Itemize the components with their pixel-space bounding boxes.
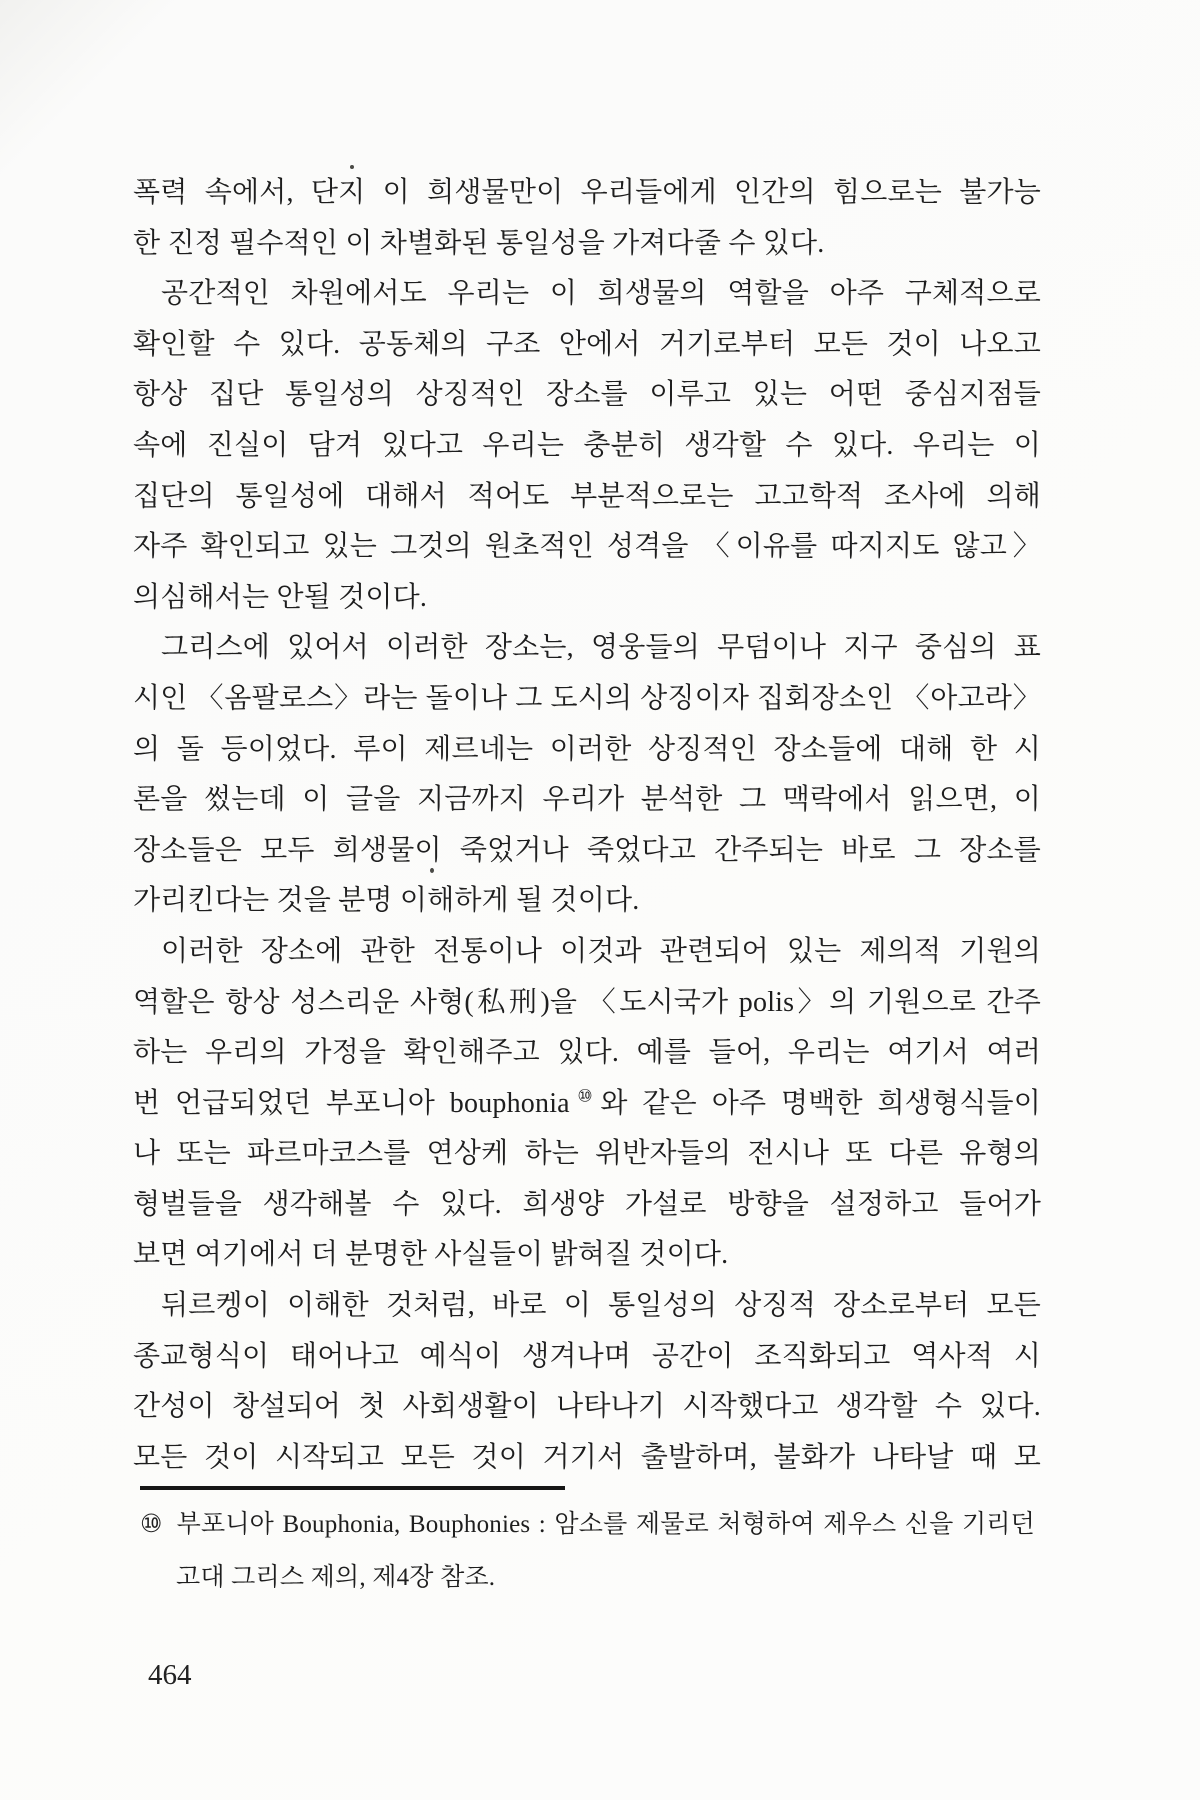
text-line: 간성이 창설되어 첫 사회생활이 나타나기 시작했다고 생각할 수 있다.	[133, 1391, 1041, 1423]
page-number: 464	[148, 1659, 192, 1691]
text-line: 속에 진실이 담겨 있다고 우리는 충분히 생각할 수 있다. 우리는 이	[133, 429, 1041, 461]
footnote-line: 고대 그리스 제의, 제4장 참조.	[176, 1564, 496, 1591]
text-line: 이러한 장소에 관한 전통이나 이것과 관련되어 있는 제의적 기원의	[161, 935, 1041, 967]
text-line: 시인 〈옴팔로스〉라는 돌이나 그 도시의 상징이자 집회장소인 〈아고라〉	[133, 682, 1041, 714]
text-segment: 번 언급되었던 부포니아 bouphonia	[133, 1087, 570, 1119]
text-line: 자주 확인되고 있는 그것의 원초적인 성격을 〈이유를 따지지도 않고〉	[133, 531, 1041, 563]
text-line: 확인할 수 있다. 공동체의 구조 안에서 거기로부터 모든 것이 나오고	[133, 328, 1041, 360]
footnote-marker: ⑩	[140, 1511, 165, 1538]
text-line: 폭력 속에서, 단지 이 희생물만이 우리들에게 인간의 힘으로는 불가능	[133, 177, 1041, 208]
text-line: 역할은 항상 성스리운 사형(私刑)을 〈도시국가 polis〉의 기원으로 간주	[133, 986, 1041, 1018]
text-line: 나 또는 파르마코스를 연상케 하는 위반자들의 전시나 또 다른 유형의	[133, 1138, 1041, 1170]
text-line: 론을 썼는데 이 글을 지금까지 우리가 분석한 그 맥락에서 읽으면, 이	[133, 784, 1041, 816]
text-line: 보면 여기에서 더 분명한 사실들이 밝혀질 것이다.	[133, 1239, 729, 1271]
text-line: 한 진정 필수적인 이 차별화된 통일성을 가져다줄 수 있다.	[133, 227, 825, 259]
footnote	[140, 1498, 1035, 1604]
text-line: 공간적인 차원에서도 우리는 이 희생물의 역할을 아주 구체적으로	[161, 278, 1041, 310]
text-segment: 와 같은 아주 명백한 희생형식들이	[600, 1087, 1041, 1119]
text-line: 그리스에 있어서 이러한 장소는, 영웅들의 무덤이나 지구 중심의 표	[161, 632, 1041, 664]
text-line: 가리킨다는 것을 분명 이해하게 될 것이다.	[133, 885, 640, 917]
text-line: 종교형식이 태어나고 예식이 생겨나며 공간이 조직화되고 역사적 시	[133, 1340, 1041, 1372]
text-line: 의심해서는 안될 것이다.	[133, 581, 428, 613]
text-line: 형벌들을 생각해볼 수 있다. 희생양 가설로 방향을 설정하고 들어가	[133, 1188, 1041, 1220]
text-line: 장소들은 모두 희생물이 죽었거나 죽었다고 간주되는 바로 그 장소를	[133, 834, 1041, 866]
footnote-divider	[140, 1486, 565, 1490]
footnote-reference-mark: ⑩	[569, 1086, 601, 1106]
text-line: 항상 집단 통일성의 상징적인 장소를 이루고 있는 어떤 중심지점들	[133, 379, 1041, 411]
text-line: 의 돌 등이었다. 루이 제르네는 이러한 상징적인 장소들에 대해 한 시	[133, 733, 1041, 765]
scan-speck	[430, 868, 434, 873]
text-line: 집단의 통일성에 대해서 적어도 부분적으로는 고고학적 조사에 의해	[133, 480, 1041, 512]
text-line: 뒤르켕이 이해한 것처럼, 바로 이 통일성의 상징적 장소로부터 모든	[161, 1290, 1041, 1322]
scan-speck	[350, 165, 354, 169]
text-line: 모든 것이 시작되고 모든 것이 거기서 출발하며, 불화가 나타날 때 모	[133, 1441, 1041, 1473]
text-line: 하는 우리의 가정을 확인해주고 있다. 예를 들어, 우리는 여기서 여러	[133, 1037, 1041, 1069]
footnote-text: 부포니아 Bouphonia, Bouphonies : 암소를 제물로 처형하여 제우스 신을 기리던	[176, 1511, 1035, 1538]
footnote-line	[140, 1498, 1035, 1551]
body-text	[133, 168, 1041, 1483]
text-line	[133, 1079, 1041, 1130]
